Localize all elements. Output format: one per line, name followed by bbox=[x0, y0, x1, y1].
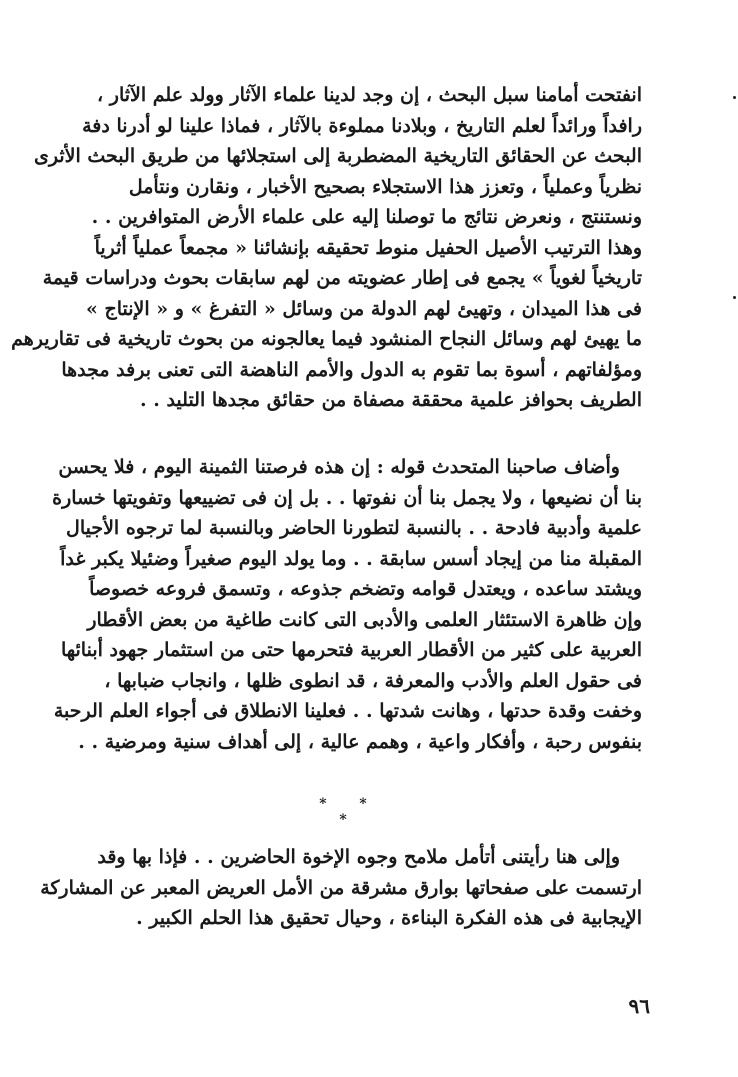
text-line: ويشتد ساعده ، ويعتدل قوامه وتضخم جذوعه ، وتسمق فروعه خصوصاً bbox=[89, 578, 642, 600]
paragraph-1 bbox=[11, 80, 642, 416]
text-line: ما يهيئ لهم وسائل النجاح المنشود فيما يعالجونه من بحوث تاريخية فى تقاريرهم bbox=[11, 328, 642, 350]
text-line: وإلى هنا رأيتنى أتأمل ملامح وجوه الإخوة الحاضرين . . فإذا بها وقد bbox=[97, 846, 620, 868]
text-line: رافداً ورائداً لعلم التاريخ ، وبلادنا مملوءة بالآثار ، فماذا علينا لو أدرنا دفة bbox=[82, 114, 642, 137]
section-separator: * * * bbox=[319, 796, 381, 828]
text-line: وأضاف صاحبنا المتحدث قوله : إن هذه فرصتنا الثمينة اليوم ، فلا يحسن bbox=[58, 456, 620, 478]
margin-mark bbox=[733, 296, 736, 299]
paragraph-2 bbox=[52, 452, 642, 757]
text-line: الإيجابية فى هذه الفكرة البناءة ، وحيال تحقيق هذا الحلم الكبير . bbox=[136, 907, 642, 929]
margin-mark bbox=[733, 96, 736, 99]
text-line: المقبلة منا من إيجاد أسس سابقة . . وما يولد اليوم صغيراً وضئيلا يكبر غداً bbox=[60, 547, 642, 570]
text-line: البحث عن الحقائق التاريخية المضطربة إلى استجلائها من طريق البحث الأثرى bbox=[34, 145, 642, 167]
page-number: ٩٦ bbox=[628, 994, 650, 1018]
text-line: فى هذا الميدان ، وتهيئ لهم الدولة من وسائل « التفرغ » و « الإنتاج » bbox=[85, 297, 642, 320]
text-line: انفتحت أمامنا سبل البحث ، إن وجد لدينا علماء الآثار وولد علم الآثار ، bbox=[97, 84, 642, 106]
text-line: علمية وأدبية فادحة . . بالنسبة لتطورنا الحاضر وبالنسبة لما ترجوه الأجيال bbox=[66, 517, 642, 539]
text-line: نظرياً وعملياً ، وتعزز هذا الاستجلاء بصحيح الأخبار ، ونقارن ونتأمل bbox=[128, 175, 642, 198]
text-line: العربية على كثير من الأقطار العربية فتحرمها حتى من استثمار جهود أبنائها bbox=[60, 639, 642, 661]
text-line: الطريف بحوافز علمية محققة مصفاة من حقائق مجدها التليد . . bbox=[139, 389, 642, 411]
text-line: فى حقول العلم والأدب والمعرفة ، قد انطوى ظلها ، وانجاب ضبابها ، bbox=[104, 669, 642, 692]
text-line: وهذا الترتيب الأصيل الحفيل منوط تحقيقه بإنشائنا « مجمعاً عملياً أثرياً bbox=[94, 236, 642, 259]
text-line: ومؤلفاتهم ، أسوة بما تقوم به الدول والأمم الناهضة التى تعنى برفد مجدها bbox=[61, 358, 642, 381]
text-line: بنفوس رحبة ، وأفكار واعية ، وهمم عالية ، إلى أهداف سنية ومرضية . . bbox=[78, 730, 642, 753]
text-line: تاريخياً لغوياً » يجمع فى إطار عضويته من لهم سابقات بحوث ودراسات قيمة bbox=[42, 267, 642, 289]
paragraph-3 bbox=[40, 842, 642, 934]
text-line: ارتسمت على صفحاتها بوارق مشرقة من الأمل العريض المعبر عن المشاركة bbox=[40, 876, 642, 899]
text-line: وخفت وقدة حدتها ، وهانت شدتها . . فعلينا الانطلاق فى أجواء العلم الرحبة bbox=[53, 700, 642, 722]
text-line: ونستنتج ، ونعرض نتائج ما توصلنا إليه على علماء الأرض المتوافرين . . bbox=[91, 206, 642, 228]
text-line: بنا أن نضيعها ، ولا يجمل بنا أن نفوتها . . بل إن فى تضييعها وتفويتها خسارة bbox=[52, 486, 642, 509]
text-line: وإن ظاهرة الاستئثار العلمى والأدبى التى كانت طاغية من بعض الأقطار bbox=[87, 608, 642, 631]
